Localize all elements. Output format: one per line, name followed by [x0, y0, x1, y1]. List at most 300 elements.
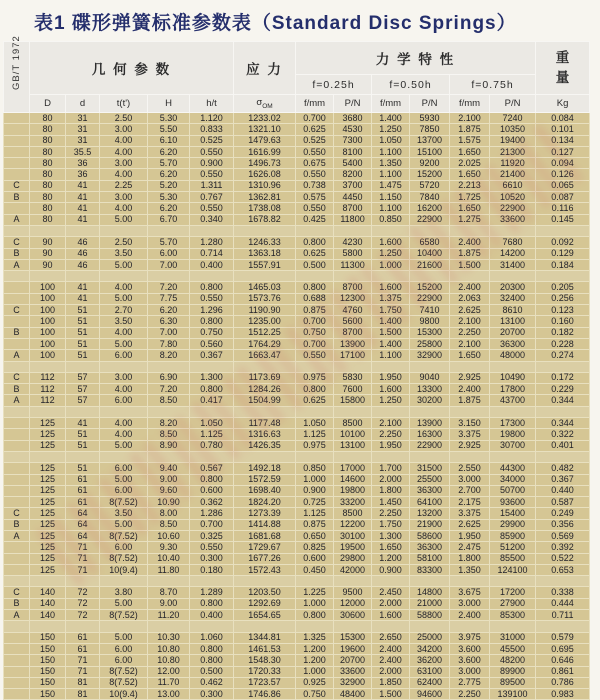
f050-p-cell: 13300: [410, 384, 450, 395]
thickness-cell: 10(9.4): [100, 564, 148, 575]
f050-f-cell: 1.450: [372, 497, 410, 508]
height-cell: 8.50: [148, 395, 190, 406]
d-inner-cell: 71: [66, 542, 100, 553]
f025-f-cell: 0.675: [296, 158, 334, 169]
f075-f-cell: 1.650: [450, 350, 490, 361]
d-outer-cell: 125: [30, 474, 66, 485]
height-cell: 10.90: [148, 497, 190, 508]
thickness-cell: 5.00: [100, 632, 148, 643]
table-row: [4, 395, 590, 406]
f075-f-cell: 1.500: [450, 259, 490, 270]
spacer-row: [4, 406, 590, 417]
f075-f-cell: 2.250: [450, 327, 490, 338]
f050-f-cell: 2.000: [372, 666, 410, 677]
f075-f-cell: 2.400: [450, 237, 490, 248]
d-outer-cell: 125: [30, 530, 66, 541]
table-row: [4, 564, 590, 575]
height-cell: 11.20: [148, 610, 190, 621]
table-row: [4, 305, 590, 316]
f025-f-cell: 0.875: [296, 519, 334, 530]
weight-cell: 0.249: [536, 508, 590, 519]
thickness-cell: 8(7.52): [100, 677, 148, 688]
table-row: [4, 677, 590, 688]
f050-p-cell: 58600: [410, 530, 450, 541]
f050-p-cell: 13200: [410, 508, 450, 519]
d-inner-cell: 72: [66, 587, 100, 598]
f075-p-cell: 85300: [490, 610, 536, 621]
f075-f-cell: 3.150: [450, 418, 490, 429]
weight-cell: 0.228: [536, 338, 590, 349]
thickness-cell: 3.50: [100, 248, 148, 259]
f050-f-cell: 1.650: [372, 542, 410, 553]
f025-p-cell: 4450: [334, 192, 372, 203]
ht-ratio-cell: 1.311: [190, 180, 234, 191]
f050-p-cell: 9800: [410, 316, 450, 327]
d-outer-cell: [30, 225, 66, 236]
f075-f-cell: 2.400: [450, 610, 490, 621]
table-row: [4, 113, 590, 124]
weight-cell: 0.356: [536, 519, 590, 530]
d-outer-cell: 150: [30, 632, 66, 643]
f075-p-cell: 7680: [490, 237, 536, 248]
height-cell: 6.30: [148, 316, 190, 327]
height-cell: [148, 406, 190, 417]
f050-f-cell: 1.050: [372, 135, 410, 146]
ht-ratio-cell: 0.550: [190, 169, 234, 180]
ht-ratio-cell: 0.600: [190, 485, 234, 496]
f050-p-cell: 22900: [410, 214, 450, 225]
table-row: [4, 497, 590, 508]
sigma-cell: 1698.40: [234, 485, 296, 496]
f050-p-cell: 62400: [410, 677, 450, 688]
group-letter-cell: [4, 621, 30, 632]
f075-p-cell: [490, 576, 536, 587]
group-letter-cell: [4, 553, 30, 564]
f050-p-cell: [410, 621, 450, 632]
col-f025-label: f/mm: [296, 95, 334, 113]
thickness-cell: 5.00: [100, 293, 148, 304]
f075-f-cell: [450, 225, 490, 236]
f025-f-cell: [296, 361, 334, 372]
thickness-cell: 5.00: [100, 474, 148, 485]
f025-p-cell: 32900: [334, 677, 372, 688]
weight-cell: 0.646: [536, 655, 590, 666]
table-row: [4, 689, 590, 700]
f050-p-cell: 21000: [410, 598, 450, 609]
ht-ratio-cell: 0.462: [190, 677, 234, 688]
group-letter-cell: [4, 225, 30, 236]
table-row: [4, 316, 590, 327]
weight-cell: [536, 225, 590, 236]
thickness-cell: 3.00: [100, 124, 148, 135]
f075-f-cell: 1.275: [450, 214, 490, 225]
f050-f-cell: 1.750: [372, 305, 410, 316]
thickness-cell: [100, 361, 148, 372]
f050-p-cell: 21600: [410, 259, 450, 270]
weight-cell: 0.101: [536, 124, 590, 135]
f050-p-cell: 30200: [410, 395, 450, 406]
f075-p-cell: 27900: [490, 598, 536, 609]
sigma-cell: 1496.73: [234, 158, 296, 169]
group-letter-cell: B: [4, 192, 30, 203]
d-outer-cell: 100: [30, 338, 66, 349]
spacer-row: [4, 225, 590, 236]
weight-cell: 0.087: [536, 192, 590, 203]
height-cell: 5.20: [148, 180, 190, 191]
f025-p-cell: 13900: [334, 338, 372, 349]
thickness-cell: 2.25: [100, 180, 148, 191]
group-letter-cell: [4, 406, 30, 417]
spacer-row: [4, 451, 590, 462]
f050-p-cell: [410, 225, 450, 236]
group-letter-cell: A: [4, 610, 30, 621]
d-outer-cell: 90: [30, 259, 66, 270]
sigma-cell: 1616.99: [234, 146, 296, 157]
sigma-cell: 1626.08: [234, 169, 296, 180]
ht-ratio-cell: 0.367: [190, 350, 234, 361]
height-cell: 8.70: [148, 587, 190, 598]
group-letter-cell: C: [4, 372, 30, 383]
thickness-cell: 6.00: [100, 655, 148, 666]
weight-cell: 0.126: [536, 169, 590, 180]
thickness-cell: 3.50: [100, 508, 148, 519]
f075-p-cell: 11920: [490, 158, 536, 169]
f075-f-cell: 2.175: [450, 497, 490, 508]
height-cell: 10.80: [148, 655, 190, 666]
group-letter-cell: [4, 429, 30, 440]
d-outer-cell: 80: [30, 214, 66, 225]
f025-p-cell: [334, 621, 372, 632]
d-outer-cell: 140: [30, 587, 66, 598]
d-inner-cell: [66, 451, 100, 462]
sigma-cell: 1173.69: [234, 372, 296, 383]
d-inner-cell: 36: [66, 158, 100, 169]
group-letter-cell: [4, 689, 30, 700]
group-letter-cell: [4, 576, 30, 587]
ht-ratio-cell: 0.833: [190, 124, 234, 135]
f050-p-cell: 63100: [410, 666, 450, 677]
sigma-cell: 1284.26: [234, 384, 296, 395]
d-inner-cell: 31: [66, 113, 100, 124]
thickness-cell: [100, 576, 148, 587]
f025-f-cell: 1.200: [296, 643, 334, 654]
f050-f-cell: 1.500: [372, 327, 410, 338]
group-letter-cell: C: [4, 237, 30, 248]
weight-cell: 0.344: [536, 418, 590, 429]
d-inner-cell: 31: [66, 124, 100, 135]
f075-p-cell: [490, 361, 536, 372]
table-row: [4, 530, 590, 541]
f025-f-cell: [296, 406, 334, 417]
d-outer-cell: 150: [30, 666, 66, 677]
f025-p-cell: 29800: [334, 553, 372, 564]
sigma-cell: [234, 576, 296, 587]
f075-f-cell: 1.350: [450, 564, 490, 575]
d-inner-cell: 41: [66, 418, 100, 429]
f050-f-cell: 1.600: [372, 610, 410, 621]
f025-f-cell: 0.750: [296, 327, 334, 338]
f075-p-cell: 30700: [490, 440, 536, 451]
group-letter-cell: [4, 451, 30, 462]
d-outer-cell: 100: [30, 327, 66, 338]
ht-ratio-cell: 0.325: [190, 530, 234, 541]
f025-p-cell: 5800: [334, 248, 372, 259]
f025-f-cell: 0.650: [296, 530, 334, 541]
thickness-cell: 10(9.4): [100, 689, 148, 700]
f050-p-cell: 36300: [410, 542, 450, 553]
d-outer-cell: [30, 271, 66, 282]
group-letter-cell: B: [4, 519, 30, 530]
col-d-label: d: [66, 95, 100, 113]
f075-f-cell: 2.025: [450, 158, 490, 169]
height-cell: 6.20: [148, 169, 190, 180]
weight-cell: 0.440: [536, 485, 590, 496]
f025-p-cell: 8700: [334, 282, 372, 293]
d-inner-cell: 71: [66, 655, 100, 666]
d-outer-cell: 125: [30, 463, 66, 474]
f050-p-cell: [410, 451, 450, 462]
f050-f-cell: 1.400: [372, 113, 410, 124]
f025-f-cell: 1.325: [296, 632, 334, 643]
group-letter-cell: [4, 113, 30, 124]
f050-f-cell: [372, 451, 410, 462]
f050-f-cell: 1.500: [372, 689, 410, 700]
f075-f-cell: 2.400: [450, 282, 490, 293]
spacer-row: [4, 271, 590, 282]
f025-f-cell: 0.738: [296, 180, 334, 191]
d-outer-cell: 100: [30, 316, 66, 327]
f075-f-cell: 3.000: [450, 474, 490, 485]
sigma-cell: 1235.00: [234, 316, 296, 327]
f050-p-cell: 31500: [410, 463, 450, 474]
thickness-cell: 4.00: [100, 146, 148, 157]
weight-cell: 0.344: [536, 395, 590, 406]
height-cell: 8.20: [148, 350, 190, 361]
height-cell: 6.20: [148, 146, 190, 157]
f050-p-cell: 21900: [410, 519, 450, 530]
sigma-cell: 1310.96: [234, 180, 296, 191]
d-outer-cell: 125: [30, 508, 66, 519]
f050-f-cell: 1.850: [372, 677, 410, 688]
f075-f-cell: 2.100: [450, 338, 490, 349]
f050-f-cell: 1.400: [372, 316, 410, 327]
f075-p-cell: 21400: [490, 169, 536, 180]
f050-f-cell: 1.700: [372, 463, 410, 474]
ht-ratio-cell: 0.400: [190, 610, 234, 621]
thickness-cell: 8(7.52): [100, 666, 148, 677]
weight-cell: 0.184: [536, 259, 590, 270]
ht-ratio-cell: 0.800: [190, 474, 234, 485]
f075-p-cell: [490, 406, 536, 417]
f075-p-cell: 20700: [490, 327, 536, 338]
f050-p-cell: 36200: [410, 655, 450, 666]
f050-f-cell: [372, 576, 410, 587]
f075-p-cell: 139100: [490, 689, 536, 700]
ht-ratio-cell: 1.280: [190, 237, 234, 248]
f075-f-cell: 2.550: [450, 463, 490, 474]
sigma-cell: 1492.18: [234, 463, 296, 474]
ht-ratio-cell: 0.550: [190, 203, 234, 214]
f025-f-cell: 0.550: [296, 350, 334, 361]
group-letter-cell: [4, 135, 30, 146]
weight-cell: 0.367: [536, 474, 590, 485]
thickness-cell: 8(7.52): [100, 497, 148, 508]
group-letter-cell: [4, 542, 30, 553]
sigma-cell: [234, 451, 296, 462]
d-inner-cell: 61: [66, 485, 100, 496]
group-letter-cell: C: [4, 180, 30, 191]
group-letter-cell: [4, 666, 30, 677]
weight-cell: [536, 451, 590, 462]
height-cell: 6.70: [148, 214, 190, 225]
f025-f-cell: 0.625: [296, 395, 334, 406]
weight-cell: 0.116: [536, 203, 590, 214]
thickness-cell: 5.00: [100, 338, 148, 349]
f025-f-cell: 1.200: [296, 655, 334, 666]
table-row: [4, 429, 590, 440]
ht-ratio-cell: 0.700: [190, 519, 234, 530]
thickness-cell: 6.00: [100, 395, 148, 406]
f050-p-cell: 16300: [410, 429, 450, 440]
thickness-cell: 4.00: [100, 384, 148, 395]
f050-f-cell: 1.300: [372, 530, 410, 541]
f050-p-cell: 83300: [410, 564, 450, 575]
ht-ratio-cell: 0.800: [190, 282, 234, 293]
thickness-cell: 4.00: [100, 429, 148, 440]
d-outer-cell: 80: [30, 146, 66, 157]
f025-f-cell: 0.688: [296, 293, 334, 304]
f075-p-cell: 36300: [490, 338, 536, 349]
sigma-cell: 1512.25: [234, 327, 296, 338]
group-letter-cell: [4, 564, 30, 575]
ht-ratio-cell: 0.567: [190, 463, 234, 474]
ht-ratio-cell: 0.400: [190, 259, 234, 270]
f075-f-cell: 2.063: [450, 293, 490, 304]
ht-ratio-cell: 0.800: [190, 384, 234, 395]
f025-p-cell: 12300: [334, 293, 372, 304]
ht-ratio-cell: 0.340: [190, 214, 234, 225]
f025-f-cell: 0.850: [296, 463, 334, 474]
f050-p-cell: 25800: [410, 338, 450, 349]
thickness-cell: 8(7.52): [100, 530, 148, 541]
group-letter-cell: A: [4, 395, 30, 406]
height-cell: 7.00: [148, 259, 190, 270]
f050-f-cell: 1.400: [372, 338, 410, 349]
weight-cell: [536, 406, 590, 417]
weight-cell: 0.392: [536, 542, 590, 553]
f075-p-cell: 17800: [490, 384, 536, 395]
f050-p-cell: [410, 361, 450, 372]
d-inner-cell: 71: [66, 553, 100, 564]
f075-p-cell: 44300: [490, 463, 536, 474]
thickness-cell: [100, 271, 148, 282]
height-cell: [148, 621, 190, 632]
weight-cell: 0.444: [536, 598, 590, 609]
weight-cell: 0.084: [536, 113, 590, 124]
ht-ratio-cell: 0.550: [190, 293, 234, 304]
d-outer-cell: 80: [30, 124, 66, 135]
d-outer-cell: 90: [30, 237, 66, 248]
f075-p-cell: 85900: [490, 530, 536, 541]
weight-cell: 0.205: [536, 282, 590, 293]
f050-p-cell: 7840: [410, 192, 450, 203]
f075-f-cell: 1.575: [450, 135, 490, 146]
d-inner-cell: 35.5: [66, 146, 100, 157]
d-outer-cell: 80: [30, 169, 66, 180]
f025-f-cell: 0.725: [296, 497, 334, 508]
ht-ratio-cell: 1.050: [190, 418, 234, 429]
f075-f-cell: 3.000: [450, 598, 490, 609]
group-letter-cell: [4, 338, 30, 349]
standard-label: GB/T 1972: [11, 34, 22, 90]
weight-cell: 0.094: [536, 158, 590, 169]
f075-p-cell: 32400: [490, 293, 536, 304]
d-outer-cell: 100: [30, 282, 66, 293]
f025-f-cell: 1.000: [296, 474, 334, 485]
f050-f-cell: 1.750: [372, 519, 410, 530]
f050-p-cell: 15200: [410, 282, 450, 293]
height-cell: 6.20: [148, 305, 190, 316]
f050-f-cell: 1.600: [372, 282, 410, 293]
table-row: [4, 474, 590, 485]
sigma-cell: 1316.63: [234, 429, 296, 440]
thickness-cell: 2.50: [100, 113, 148, 124]
d-inner-cell: 61: [66, 474, 100, 485]
d-outer-cell: 125: [30, 542, 66, 553]
d-outer-cell: 125: [30, 418, 66, 429]
height-cell: 7.20: [148, 282, 190, 293]
f025-f-cell: [296, 621, 334, 632]
f075-p-cell: 17300: [490, 418, 536, 429]
f075-p-cell: 34000: [490, 474, 536, 485]
thickness-cell: 4.00: [100, 418, 148, 429]
f075-p-cell: 22900: [490, 203, 536, 214]
weight-cell: 0.786: [536, 677, 590, 688]
f025-p-cell: 10100: [334, 429, 372, 440]
f025-p-cell: [334, 271, 372, 282]
f050-f-cell: 2.250: [372, 508, 410, 519]
weight-cell: 0.579: [536, 632, 590, 643]
table-row: [4, 485, 590, 496]
ht-ratio-cell: [190, 225, 234, 236]
f025-p-cell: 3700: [334, 180, 372, 191]
f025-f-cell: 0.800: [296, 384, 334, 395]
f025-f-cell: 1.225: [296, 587, 334, 598]
weight-cell: [536, 361, 590, 372]
height-cell: 7.20: [148, 384, 190, 395]
f050-f-cell: 1.150: [372, 192, 410, 203]
table-row: [4, 293, 590, 304]
f050-f-cell: 1.950: [372, 440, 410, 451]
f025-p-cell: 9500: [334, 587, 372, 598]
f025-p-cell: 17000: [334, 463, 372, 474]
f025-p-cell: 4760: [334, 305, 372, 316]
group-letter-cell: [4, 497, 30, 508]
f025-p-cell: 19500: [334, 542, 372, 553]
f050-p-cell: 58100: [410, 553, 450, 564]
d-outer-cell: 125: [30, 519, 66, 530]
height-cell: 7.00: [148, 327, 190, 338]
ht-ratio-cell: 1.120: [190, 113, 234, 124]
f025-f-cell: 0.550: [296, 146, 334, 157]
f025-f-cell: 0.800: [296, 610, 334, 621]
d-inner-cell: [66, 361, 100, 372]
sigma-symbol: σ: [256, 97, 263, 109]
height-cell: 9.30: [148, 542, 190, 553]
group-letter-cell: B: [4, 248, 30, 259]
f050-p-cell: 9040: [410, 372, 450, 383]
d-inner-cell: [66, 406, 100, 417]
